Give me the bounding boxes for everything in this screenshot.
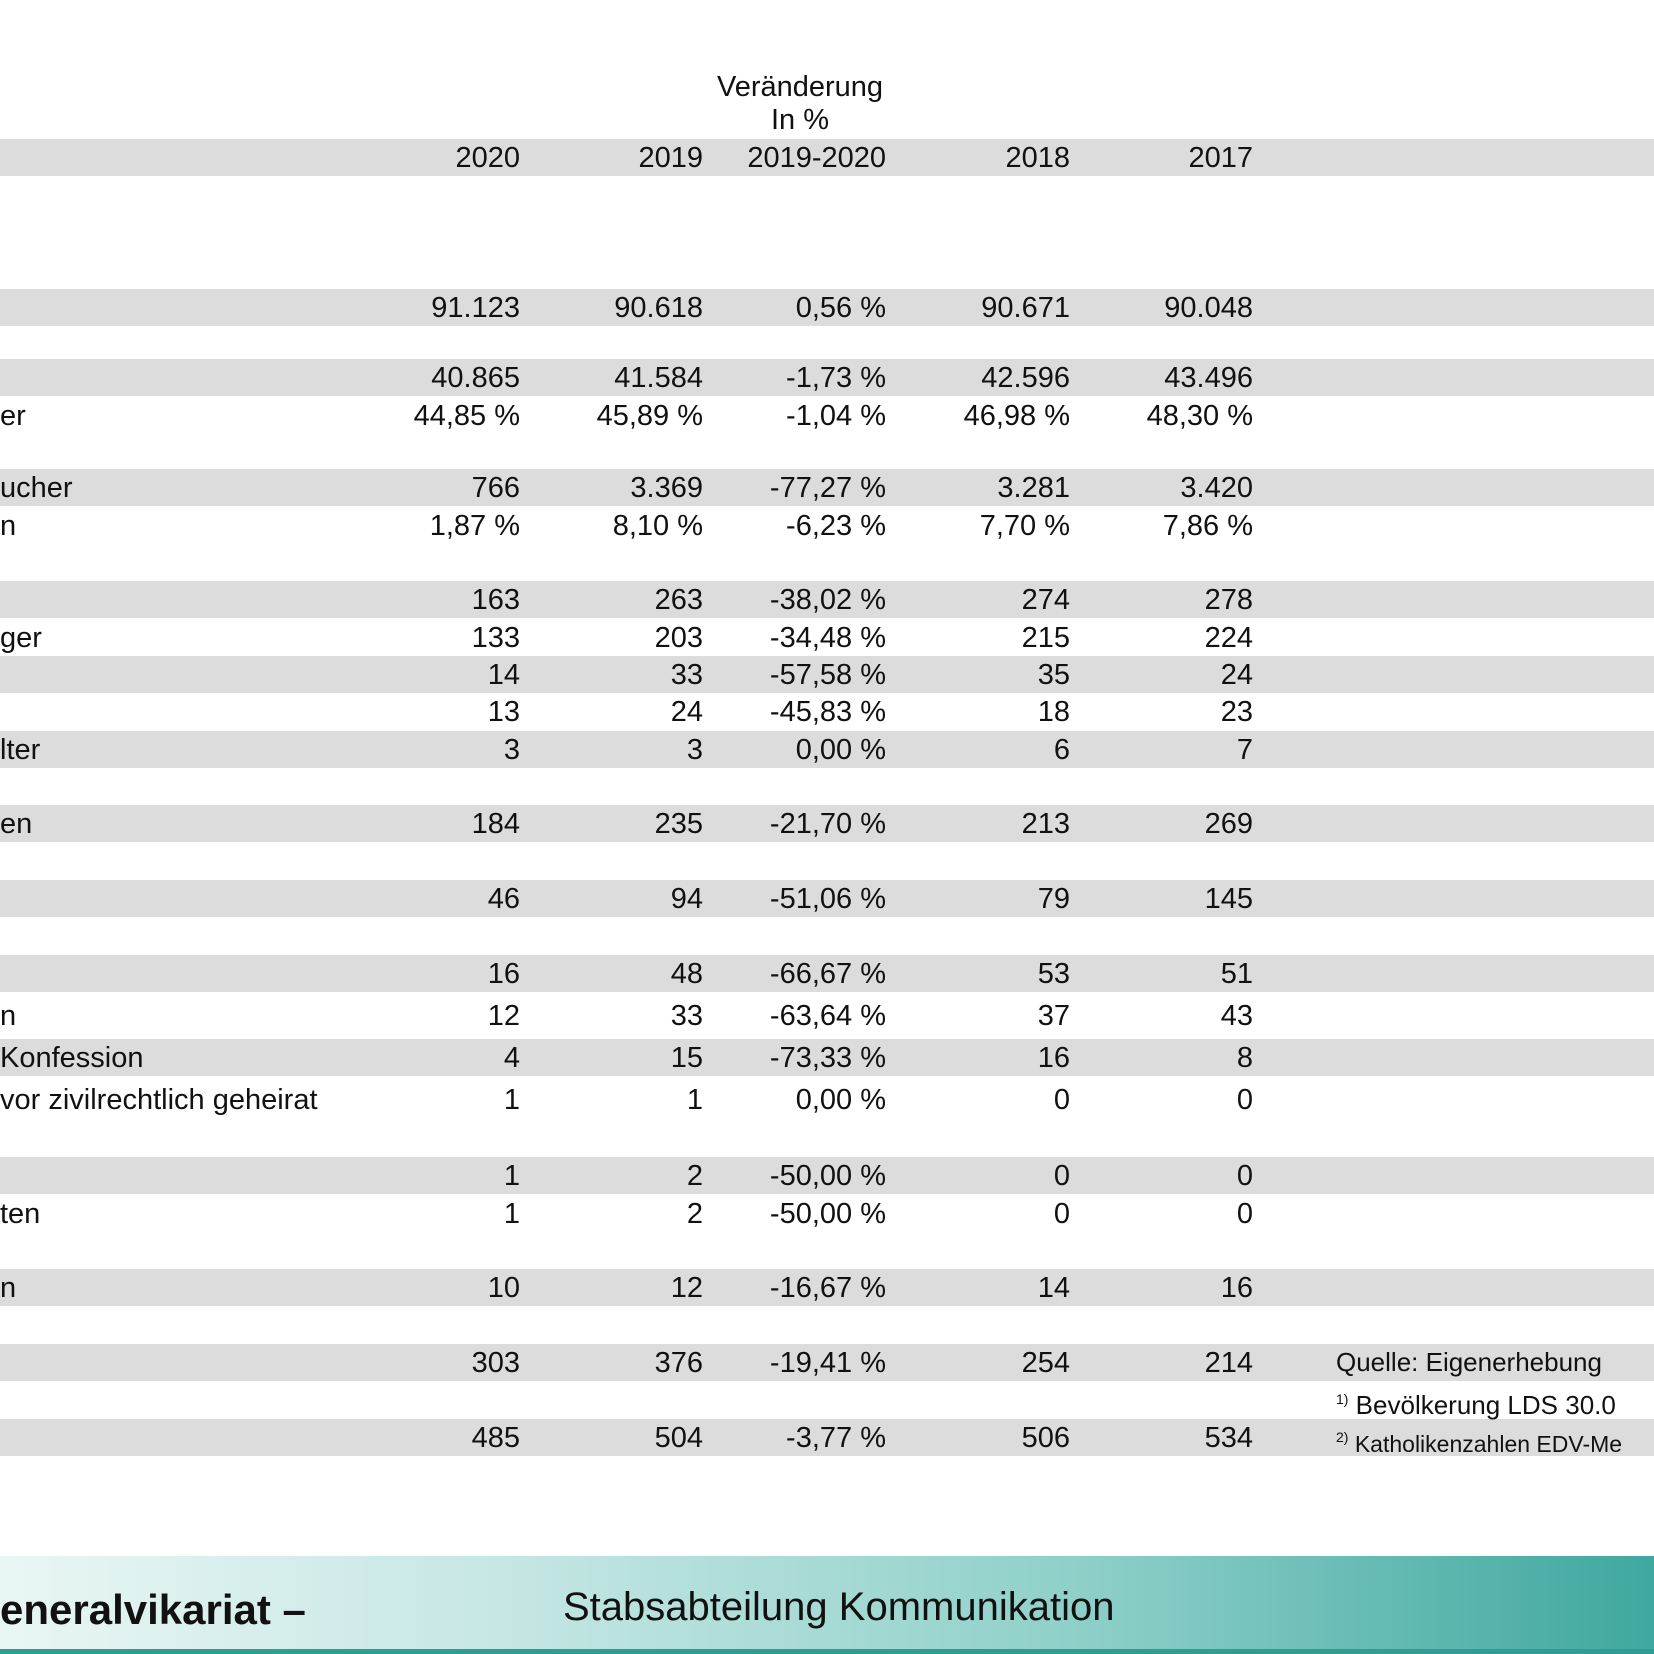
cell-value-change: -57,58 %: [769, 659, 886, 691]
cell-value-change: -19,41 %: [769, 1347, 886, 1379]
cell-value-2017: 269: [1204, 808, 1253, 840]
cell-value-2019: 12: [670, 1272, 703, 1304]
cell-value-change: 0,56 %: [795, 292, 886, 324]
cell-value-change: -66,67 %: [769, 958, 886, 990]
row-label: ger: [0, 622, 42, 654]
row-label: lter: [0, 734, 41, 766]
cell-value-2018: 213: [1021, 808, 1070, 840]
cell-value-2018: 3.281: [997, 472, 1070, 504]
footer-organization: eneralvikariat –: [0, 1586, 306, 1633]
cell-value-2018: 254: [1021, 1347, 1070, 1379]
cell-value-2018: 0: [1053, 1160, 1070, 1192]
cell-value-2019: 41.584: [614, 362, 703, 394]
cell-value-change: -77,27 %: [769, 472, 886, 504]
cell-value-2017: 0: [1236, 1198, 1253, 1230]
cell-value-2018: 79: [1037, 883, 1070, 915]
cell-value-2019: 15: [670, 1042, 703, 1074]
cell-value-2019: 376: [654, 1347, 703, 1379]
source-note: Quelle: Eigenerhebung: [1336, 1347, 1602, 1377]
cell-value-2020: 13: [487, 696, 520, 728]
source-footnote-1: [1336, 1381, 1616, 1423]
row-label: Konfession: [0, 1042, 144, 1074]
column-header-2019: 2019: [638, 142, 703, 174]
cell-value-2020: 1,87 %: [429, 510, 520, 542]
cell-value-2017: 43: [1220, 1000, 1253, 1032]
row-label: ucher: [0, 472, 73, 504]
row-label: vor zivilrechtlich geheirat: [0, 1084, 318, 1116]
cell-value-2019: 504: [654, 1422, 703, 1454]
cell-value-2017: 224: [1204, 622, 1253, 654]
cell-value-2019: 48: [670, 958, 703, 990]
cell-value-2020: 12: [487, 1000, 520, 1032]
cell-value-2017: 90.048: [1164, 292, 1253, 324]
cell-value-change: 0,00 %: [795, 734, 886, 766]
source-footnote-2: [1336, 1419, 1622, 1462]
cell-value-2019: 94: [670, 883, 703, 915]
cell-value-change: -45,83 %: [769, 696, 886, 728]
cell-value-2019: 8,10 %: [612, 510, 703, 542]
cell-value-2020: 91.123: [431, 292, 520, 324]
cell-value-change: -34,48 %: [769, 622, 886, 654]
cell-value-change: -50,00 %: [769, 1198, 886, 1230]
row-label: n: [0, 510, 17, 542]
cell-value-change: 0,00 %: [795, 1084, 886, 1116]
cell-value-change: -1,73 %: [786, 362, 886, 394]
cell-value-2020: 44,85 %: [413, 400, 520, 432]
footnote-text-2: Katholikenzahlen EDV-Me: [1348, 1431, 1623, 1457]
cell-value-change: -50,00 %: [769, 1160, 886, 1192]
cell-value-2019: 1: [686, 1084, 703, 1116]
cell-value-change: -6,23 %: [786, 510, 886, 542]
change-column-title-line1: Veränderung: [716, 71, 884, 103]
cell-value-2019: 2: [686, 1198, 703, 1230]
cell-value-2019: 24: [670, 696, 703, 728]
footnote-marker-2: 2): [1336, 1429, 1349, 1445]
cell-value-2019: 90.618: [614, 292, 703, 324]
cell-value-2020: 40.865: [431, 362, 520, 394]
cell-value-2020: 10: [487, 1272, 520, 1304]
cell-value-2020: 766: [471, 472, 520, 504]
column-header-2020: 2020: [455, 142, 520, 174]
cell-value-change: -1,04 %: [786, 400, 886, 432]
cell-value-2018: 90.671: [981, 292, 1070, 324]
cell-value-change: -51,06 %: [769, 883, 886, 915]
cell-value-change: -3,77 %: [786, 1422, 886, 1454]
cell-value-change: -73,33 %: [769, 1042, 886, 1074]
cell-value-change: -16,67 %: [769, 1272, 886, 1304]
cell-value-2018: 6: [1053, 734, 1070, 766]
cell-value-2019: 33: [670, 1000, 703, 1032]
cell-value-2017: 23: [1220, 696, 1253, 728]
cell-value-change: -38,02 %: [769, 584, 886, 616]
column-header-2017: 2017: [1188, 142, 1253, 174]
cell-value-2020: 3: [503, 734, 520, 766]
cell-value-2019: 3: [686, 734, 703, 766]
row-label: n: [0, 1000, 17, 1032]
footnote-marker-1: 1): [1336, 1391, 1349, 1407]
cell-value-2017: 7,86 %: [1162, 510, 1253, 542]
cell-value-2017: 0: [1236, 1160, 1253, 1192]
cell-value-2020: 1: [503, 1084, 520, 1116]
cell-value-2017: 48,30 %: [1146, 400, 1253, 432]
cell-value-2018: 35: [1037, 659, 1070, 691]
column-header-change: 2019-2020: [747, 142, 886, 174]
footer-department: Stabsabteilung Kommunikation: [563, 1585, 1115, 1629]
cell-value-2018: 46,98 %: [963, 400, 1070, 432]
cell-value-2020: 184: [471, 808, 520, 840]
cell-value-2017: 3.420: [1180, 472, 1253, 504]
cell-value-2019: 3.369: [630, 472, 703, 504]
cell-value-2017: 43.496: [1164, 362, 1253, 394]
cell-value-2019: 235: [654, 808, 703, 840]
footnote-text-1: Bevölkerung LDS 30.0: [1348, 1390, 1616, 1420]
cell-value-2017: 534: [1204, 1422, 1253, 1454]
cell-value-2019: 263: [654, 584, 703, 616]
cell-value-2017: 0: [1236, 1084, 1253, 1116]
cell-value-2020: 485: [471, 1422, 520, 1454]
cell-value-2018: 53: [1037, 958, 1070, 990]
cell-value-2017: 278: [1204, 584, 1253, 616]
cell-value-2018: 215: [1021, 622, 1070, 654]
cell-value-2018: 37: [1037, 1000, 1070, 1032]
cell-value-2020: 16: [487, 958, 520, 990]
cell-value-2020: 133: [471, 622, 520, 654]
cell-value-2020: 1: [503, 1198, 520, 1230]
cell-value-2019: 203: [654, 622, 703, 654]
row-label: ten: [0, 1198, 41, 1230]
cell-value-change: -63,64 %: [769, 1000, 886, 1032]
cell-value-2018: 506: [1021, 1422, 1070, 1454]
change-column-title-line2: In %: [770, 104, 830, 136]
cell-value-2020: 303: [471, 1347, 520, 1379]
cell-value-2017: 7: [1236, 734, 1253, 766]
row-label: er: [0, 400, 26, 432]
cell-value-2017: 16: [1220, 1272, 1253, 1304]
cell-value-2018: 0: [1053, 1198, 1070, 1230]
cell-value-2018: 18: [1037, 696, 1070, 728]
cell-value-2018: 14: [1037, 1272, 1070, 1304]
cell-value-2018: 0: [1053, 1084, 1070, 1116]
cell-value-2019: 33: [670, 659, 703, 691]
cell-value-2019: 2: [686, 1160, 703, 1192]
cell-value-2020: 14: [487, 659, 520, 691]
column-header-2018: 2018: [1005, 142, 1070, 174]
row-label: n: [0, 1272, 17, 1304]
cell-value-change: -21,70 %: [769, 808, 886, 840]
cell-value-2017: 8: [1236, 1042, 1253, 1074]
cell-value-2017: 145: [1204, 883, 1253, 915]
cell-value-2020: 163: [471, 584, 520, 616]
cell-value-2018: 16: [1037, 1042, 1070, 1074]
cell-value-2017: 214: [1204, 1347, 1253, 1379]
cell-value-2020: 4: [503, 1042, 520, 1074]
row-label: en: [0, 808, 33, 840]
cell-value-2018: 7,70 %: [979, 510, 1070, 542]
cell-value-2017: 24: [1220, 659, 1253, 691]
cell-value-2020: 1: [503, 1160, 520, 1192]
cell-value-2018: 274: [1021, 584, 1070, 616]
cell-value-2018: 42.596: [981, 362, 1070, 394]
cell-value-2019: 45,89 %: [596, 400, 703, 432]
cell-value-2020: 46: [487, 883, 520, 915]
cell-value-2017: 51: [1220, 958, 1253, 990]
